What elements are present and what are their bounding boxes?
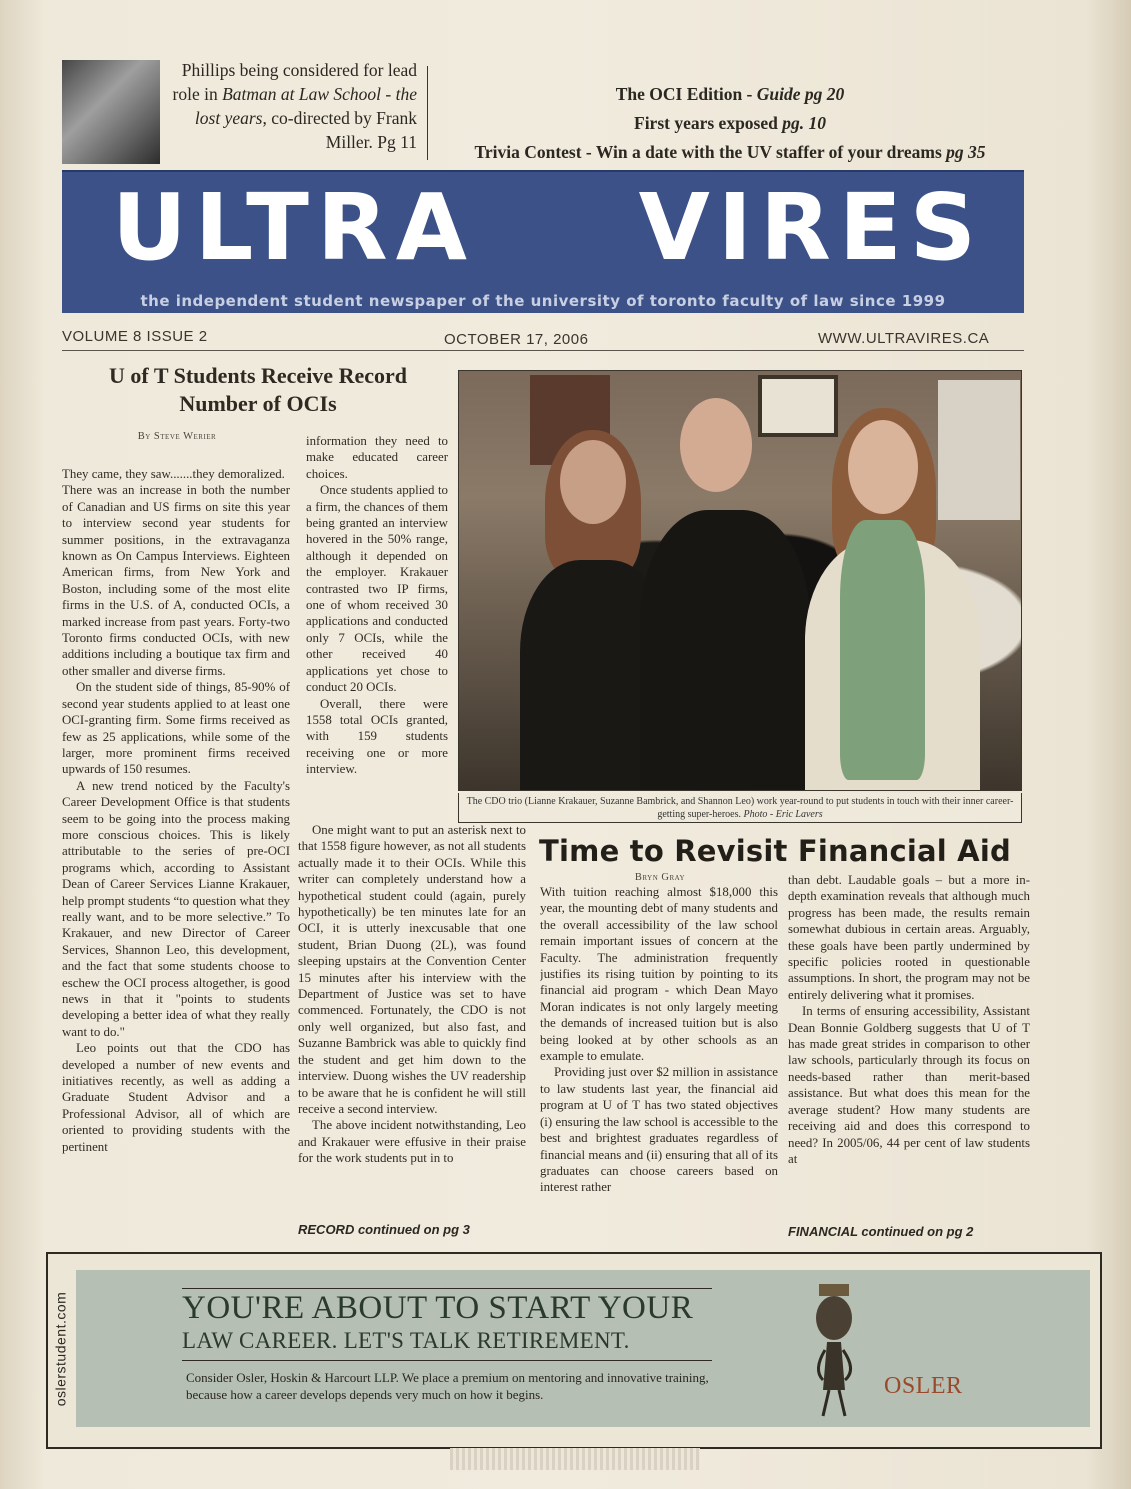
story2-headline[interactable]: Time to Revisit Financial Aid <box>539 834 1011 868</box>
story1-headline-line1: U of T Students Receive Record <box>109 363 407 388</box>
left-teaser-line3a: lost years <box>194 108 263 128</box>
osler-ad-headline1: YOU'RE ABOUT TO START YOUR <box>182 1290 694 1326</box>
masthead-word-ultra: ULTRA <box>112 174 475 281</box>
left-teaser-line4: Miller. Pg 11 <box>325 132 417 152</box>
story2-column2 <box>788 872 1030 1212</box>
story1-column2-bottom <box>298 822 526 1217</box>
story1-c2-p1: information they need to make educated career choices. <box>306 434 448 481</box>
photo-shelf <box>938 380 1020 520</box>
story1-column2-top <box>306 433 448 823</box>
osler-ad-url-text: oslerstudent.com <box>52 1291 69 1406</box>
teaser-trivia-contest[interactable]: Trivia Contest - Win a date with the UV staffer of your dreams pg 35 <box>474 142 986 162</box>
story1-c1-p2: There was an increase in both the number of Canadian and US firms on site this year to interview second year students for summer positions, in the extravaganza known as On Campus Interviews. Eighteen American firms, from New York and Boston, including some of the most elite firms in the U.S. of A, conducted OCIs, a marked increase from past years. Forty-two Toronto firms conducted OCIs, with new additions including a boutique tax firm and other smaller and diverse firms. <box>62 483 290 678</box>
volume-issue: VOLUME 8 ISSUE 2 <box>62 328 208 345</box>
photo-caption <box>458 793 1022 823</box>
story1-c1-p3: On the student side of things, 85-90% of second year students applied to at least one OCI-granting firm. Some firms received as few as 25 applications, while some of the larger, more prominent firms received upwards of 150 resumes. <box>62 680 290 777</box>
teaser-portrait-photo <box>62 60 160 164</box>
photo-person2-face <box>680 398 752 492</box>
story1-c2-p4: One might want to put an asterisk next to that 1558 figure however, as not all students actually made it to their OCIs. While this writer can completely understand how a hypothetical student could (again, purely hypothetically) be ten minutes late for an OCI, it is utterly inexcusable that one student, Brian Duong (2L), was found sleeping upstairs at the Convention Center 15 minutes after his interview with the Department of Justice was set to have commenced. Fortunately, the CDO is not only well organized, but also fast, and Suzanne Bambrick was able to quickly find the student and get him down to the interview. Duong wishes the UV readership to be aware that he is confident he will still receive a second interview. <box>298 823 526 1116</box>
issue-date: OCTOBER 17, 2006 <box>444 331 589 348</box>
story1-c2-p2: Once students applied to a firm, the chances of them being granted an interview hovered in the 50% range, although it depended on the employer. Krakauer contrasted two IP firms, one of whom received 30 applications and conducted only 7 OCIs, while the other received 40 applications yet chose to conduct 20 OCIs. <box>306 483 448 695</box>
left-teaser[interactable] <box>165 58 417 154</box>
photo-caption-text: The CDO trio (Lianne Krakauer, Suzanne Bambrick, and Shannon Leo) work year-round to put students in touch with their inner career-getting super-heroes. <box>466 796 1014 820</box>
left-teaser-line2b: Batman at Law School - the <box>222 84 417 104</box>
osler-ad-rule-top <box>182 1288 712 1289</box>
osler-ad-body: Consider Osler, Hoskin & Harcourt LLP. We place a premium on mentoring and innovative training, because how a career develops depends very much on how it begins. <box>186 1370 709 1402</box>
left-teaser-line3b: , co-directed by Frank <box>262 108 417 128</box>
masthead-title <box>62 174 1024 281</box>
story2-c1-p1: With tuition reaching almost $18,000 this year, the mounting debt of many students and the overall accessibility of the law school remain important issues of concern at the Faculty. The administration frequently justifies its rising tuition by pointing to its financial aid program - which Dean Mayo Moran indicates is not only largely meeting the demands of increased tuition but is also being looked at by other schools as an example to emulate. <box>540 885 778 1064</box>
story1-column1 <box>62 466 290 1232</box>
page-footer-texture <box>450 1448 700 1470</box>
photo-person2-body <box>640 510 810 790</box>
story2-c2-p1: than debt. Laudable goals – but a more in-depth examination reveals that although much progress has been made, the results remain somewhat dubious in certain areas. Arguably, these goals have been partly undermined by specific policies rooted in questionable assumptions. In short, the program may not be entirely delivering what it promises. <box>788 873 1030 1002</box>
story1-c1-p4: A new trend noticed by the Faculty's Career Development Office is that students seem to be going into the process making more conscious choices. This is likely attributable to the series of pre-OCI programs which, according to Assistant Dean of Career Services Lianne Krakauer, help prompt students “to question what they really want, and to be more selective.” To Krakauer, and new Director of Career Services, Shannon Leo, this development, and the fact that some students choose to eschew the OCI process altogether, is good news in that it "points to students developing a better idea of what they really want to do." <box>62 778 290 1039</box>
photo-person3-face <box>848 420 918 514</box>
story1-byline: By Steve Werier <box>137 431 217 442</box>
story1-c2-p5: The above incident notwithstanding, Leo and Krakauer were effusive in their praise for the work students put in to <box>298 1118 526 1166</box>
photo-person3-scarf <box>840 520 925 780</box>
website-link[interactable]: WWW.ULTRAVIRES.CA <box>818 330 990 347</box>
story2-c2-p2: In terms of ensuring accessibility, Assistant Dean Bonnie Goldberg suggests that U of T has made great strides in comparison to other law schools, particularly through its focus on needs-based rather than merit-based assistance. But what does this mean for the average student? How many students are receiving aid and does this correspond to need? In 2005/06, 44 per cent of law students at <box>788 1004 1030 1166</box>
story2-c1-p2: Providing just over $2 million in assistance to law students last year, the financial aid program at U of T has two stated objectives (i) ensuring the law school is accessible to the best and brightest graduates regardless of financial means and (ii) ensuring that all of its graduates can choose careers based on interest rather <box>540 1065 778 1195</box>
osler-ad-rule-bottom <box>182 1360 712 1361</box>
masthead <box>62 170 1024 313</box>
story2-byline: Bryn Gray <box>634 872 686 883</box>
left-teaser-line2a: role in <box>172 84 223 104</box>
masthead-word-vires: VIRES <box>638 174 984 281</box>
osler-ad-side-url[interactable] <box>48 1270 72 1427</box>
story1-continued-link[interactable]: RECORD continued on pg 3 <box>298 1222 470 1237</box>
story1-c2-p3: Overall, there were 1558 total OCIs granted, with 159 students receiving one or more interview. <box>306 696 448 777</box>
story2-continued-link[interactable]: FINANCIAL continued on pg 2 <box>788 1224 974 1239</box>
teaser-first-years[interactable]: First years exposed pg. 10 <box>634 113 826 133</box>
photo-person1-face <box>560 440 626 524</box>
story1-c1-p5: Leo points out that the CDO has developed a number of new events and initiatives recently, as well as adding a Graduate Student Advisor and a Professional Advisor, all of which are oriented to providing students with the pertinent <box>62 1041 290 1154</box>
left-teaser-line1: Phillips being considered for lead <box>181 60 417 80</box>
story2-column1 <box>540 884 778 1239</box>
right-teasers <box>450 80 1010 167</box>
masthead-subtitle: the independent student newspaper of the university of toronto faculty of law since 1999 <box>140 292 946 310</box>
photo-wall-frame <box>758 375 838 437</box>
story1-headline-line2: Number of OCIs <box>179 391 337 416</box>
story1-c1-p1: They came, they saw.......they demoralized. <box>62 467 285 481</box>
osler-figure-icon <box>805 1280 865 1420</box>
osler-logo[interactable]: OSLER <box>884 1373 963 1399</box>
photo-credit: Photo - Eric Lavers <box>743 809 823 820</box>
story1-headline[interactable] <box>62 362 454 418</box>
teaser-divider <box>427 66 428 160</box>
dateline-rule <box>62 350 1024 351</box>
teaser-oci-edition[interactable]: The OCI Edition - Guide pg 20 <box>615 84 845 104</box>
osler-ad-headline2: LAW CAREER. LET'S TALK RETIREMENT. <box>182 1328 630 1353</box>
